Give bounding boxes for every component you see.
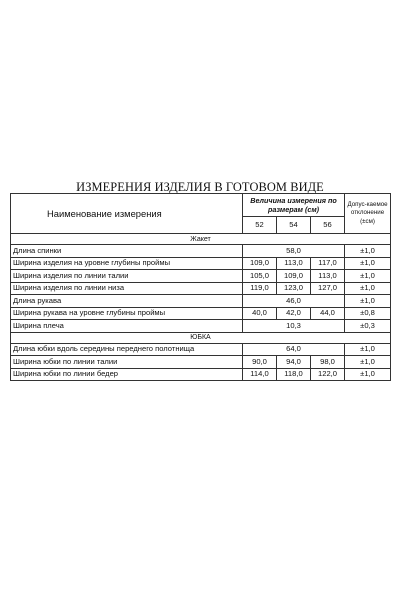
- measurement-value: 90,0: [243, 356, 277, 369]
- measurement-value: 94,0: [277, 356, 311, 369]
- document-title: ИЗМЕРЕНИЯ ИЗДЕЛИЯ В ГОТОВОМ ВИДЕ: [76, 180, 324, 194]
- measurement-value: 42,0: [277, 307, 311, 320]
- measurements-table: [10, 193, 391, 381]
- measurement-value-all-sizes: 58,0: [243, 245, 345, 258]
- measurement-deviation: ±1,0: [345, 368, 391, 381]
- section-title: Жакет: [11, 234, 391, 245]
- measurement-value: 123,0: [277, 282, 311, 295]
- measurement-value: 44,0: [311, 307, 345, 320]
- table-row: [11, 343, 391, 356]
- measurement-deviation: ±1,0: [345, 343, 391, 356]
- measurement-deviation: ±1,0: [345, 295, 391, 308]
- measurement-deviation: ±1,0: [345, 282, 391, 295]
- header-size: 52: [243, 217, 277, 234]
- measurement-name: Ширина рукава на уровне глубины проймы: [11, 307, 243, 320]
- measurement-name: Ширина юбки по линии талии: [11, 356, 243, 369]
- table-row: [11, 295, 391, 308]
- measurement-deviation: ±1,0: [345, 356, 391, 369]
- measurement-deviation: ±0,3: [345, 320, 391, 333]
- section-row: [11, 332, 391, 343]
- measurement-name: Длина спинки: [11, 245, 243, 258]
- measurement-name: Длина юбки вдоль середины переднего полотнища: [11, 343, 243, 356]
- measurement-value: 98,0: [311, 356, 345, 369]
- measurement-value: 122,0: [311, 368, 345, 381]
- table-row: [11, 356, 391, 369]
- measurement-deviation: ±0,8: [345, 307, 391, 320]
- table-row: [11, 307, 391, 320]
- measurement-value: 109,0: [277, 270, 311, 283]
- section-title: ЮБКА: [11, 332, 391, 343]
- table-row: [11, 368, 391, 381]
- measurement-deviation: ±1,0: [345, 245, 391, 258]
- table-row: [11, 320, 391, 333]
- header-allowed-deviation: Допус-каемое отклонение (±см): [345, 194, 391, 234]
- measurement-value: 40,0: [243, 307, 277, 320]
- table-row: [11, 282, 391, 295]
- measurement-value-all-sizes: 10,3: [243, 320, 345, 333]
- header-measurement-name: Наименование измерения: [11, 194, 243, 234]
- header-size-values: Величина измерения по размерам (см): [243, 194, 345, 217]
- measurement-name: Ширина изделия по линии низа: [11, 282, 243, 295]
- table-row: [11, 270, 391, 283]
- measurement-name: Ширина юбки по линии бедер: [11, 368, 243, 381]
- measurement-value-all-sizes: 46,0: [243, 295, 345, 308]
- table-row: [11, 245, 391, 258]
- measurement-value: 119,0: [243, 282, 277, 295]
- measurement-name: Ширина изделия по линии талии: [11, 270, 243, 283]
- measurement-value: 109,0: [243, 257, 277, 270]
- measurement-value: 118,0: [277, 368, 311, 381]
- measurement-deviation: ±1,0: [345, 270, 391, 283]
- measurement-value: 113,0: [311, 270, 345, 283]
- measurement-name: Ширина изделия на уровне глубины проймы: [11, 257, 243, 270]
- table-row: [11, 257, 391, 270]
- table-body: [11, 234, 391, 381]
- section-row: [11, 234, 391, 245]
- measurement-value: 127,0: [311, 282, 345, 295]
- header-size: 54: [277, 217, 311, 234]
- measurement-value: 105,0: [243, 270, 277, 283]
- measurement-value-all-sizes: 64,0: [243, 343, 345, 356]
- measurement-deviation: ±1,0: [345, 257, 391, 270]
- measurement-name: Ширина плеча: [11, 320, 243, 333]
- measurement-value: 114,0: [243, 368, 277, 381]
- measurement-value: 117,0: [311, 257, 345, 270]
- measurement-value: 113,0: [277, 257, 311, 270]
- measurement-name: Длина рукава: [11, 295, 243, 308]
- header-size: 56: [311, 217, 345, 234]
